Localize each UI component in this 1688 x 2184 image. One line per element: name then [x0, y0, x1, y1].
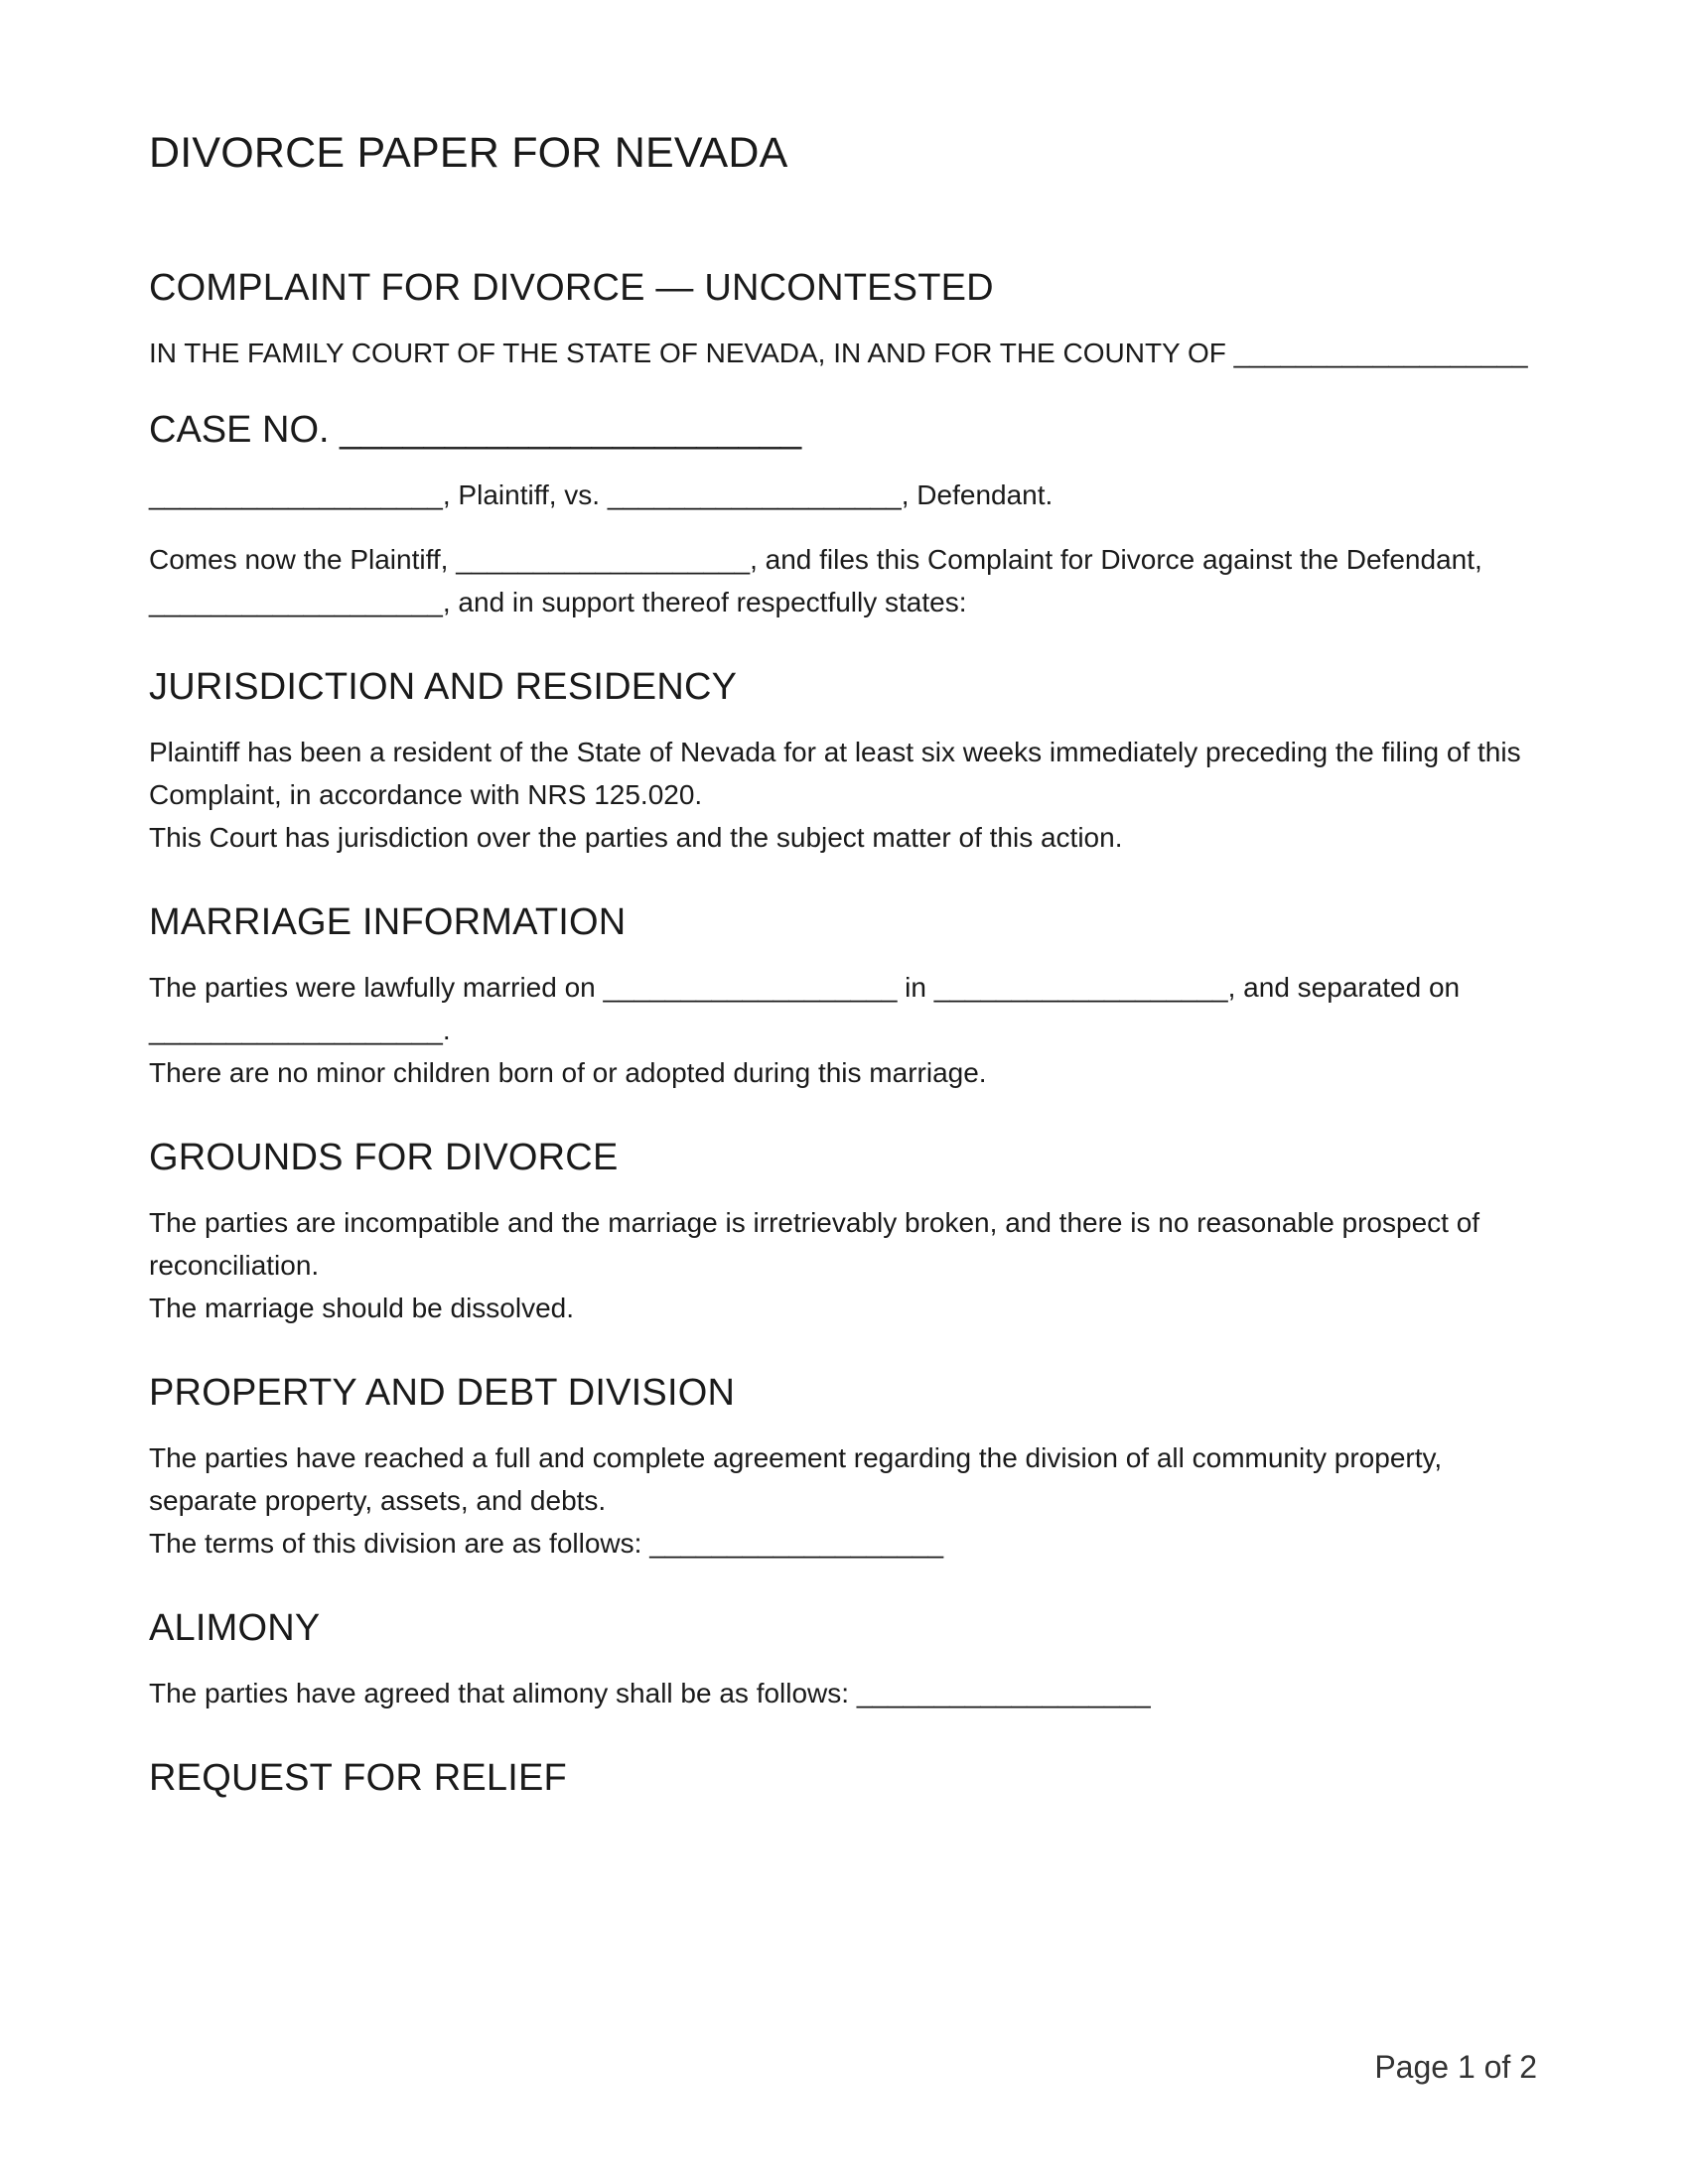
- jurisdiction-paragraph-1: Plaintiff has been a resident of the State of Nevada for at least six weeks immediately preceding the filing of this Complaint, in accordance with NRS 125.020.: [149, 737, 1521, 810]
- grounds-paragraph-1: The parties are incompatible and the marriage is irretrievably broken, and there is no reasonable prospect of reconciliation.: [149, 1207, 1480, 1281]
- grounds-paragraph-2: The marriage should be dissolved.: [149, 1293, 575, 1323]
- property-heading: PROPERTY AND DEBT DIVISION: [149, 1372, 736, 1414]
- marriage-paragraph-2: There are no minor children born of or adopted during this marriage.: [149, 1057, 987, 1088]
- property-paragraph-2: The terms of this division are as follows: ___________________: [149, 1528, 944, 1559]
- page-number: Page 1 of 2: [1374, 2049, 1537, 2085]
- court-line: IN THE FAMILY COURT OF THE STATE OF NEVADA, IN AND FOR THE COUNTY OF ___________________: [149, 338, 1528, 368]
- document-title: DIVORCE PAPER FOR NEVADA: [149, 129, 788, 177]
- marriage-paragraph-1: The parties were lawfully married on ___________________ in ___________________, and separated on ___________________.: [149, 972, 1461, 1045]
- document-body: [149, 125, 1539, 1822]
- alimony-heading: ALIMONY: [149, 1607, 321, 1649]
- property-paragraph-1: The parties have reached a full and complete agreement regarding the division of all community property, separate property, assets, and debts.: [149, 1442, 1443, 1516]
- complaint-heading: COMPLAINT FOR DIVORCE — UNCONTESTED: [149, 267, 994, 309]
- comes-now-paragraph: Comes now the Plaintiff, ___________________, and files this Complaint for Divorce against the Defendant, ___________________, and in support thereof respectfully states:: [149, 544, 1482, 617]
- relief-heading: REQUEST FOR RELIEF: [149, 1757, 567, 1799]
- marriage-heading: MARRIAGE INFORMATION: [149, 901, 627, 943]
- jurisdiction-paragraph-2: This Court has jurisdiction over the parties and the subject matter of this action.: [149, 822, 1123, 853]
- grounds-heading: GROUNDS FOR DIVORCE: [149, 1137, 619, 1178]
- parties-line: ___________________, Plaintiff, vs. ___________________, Defendant.: [149, 479, 1054, 510]
- case-number: CASE NO. ______________________: [149, 409, 802, 451]
- alimony-paragraph: The parties have agreed that alimony shall be as follows: ___________________: [149, 1678, 1151, 1708]
- jurisdiction-heading: JURISDICTION AND RESIDENCY: [149, 666, 738, 708]
